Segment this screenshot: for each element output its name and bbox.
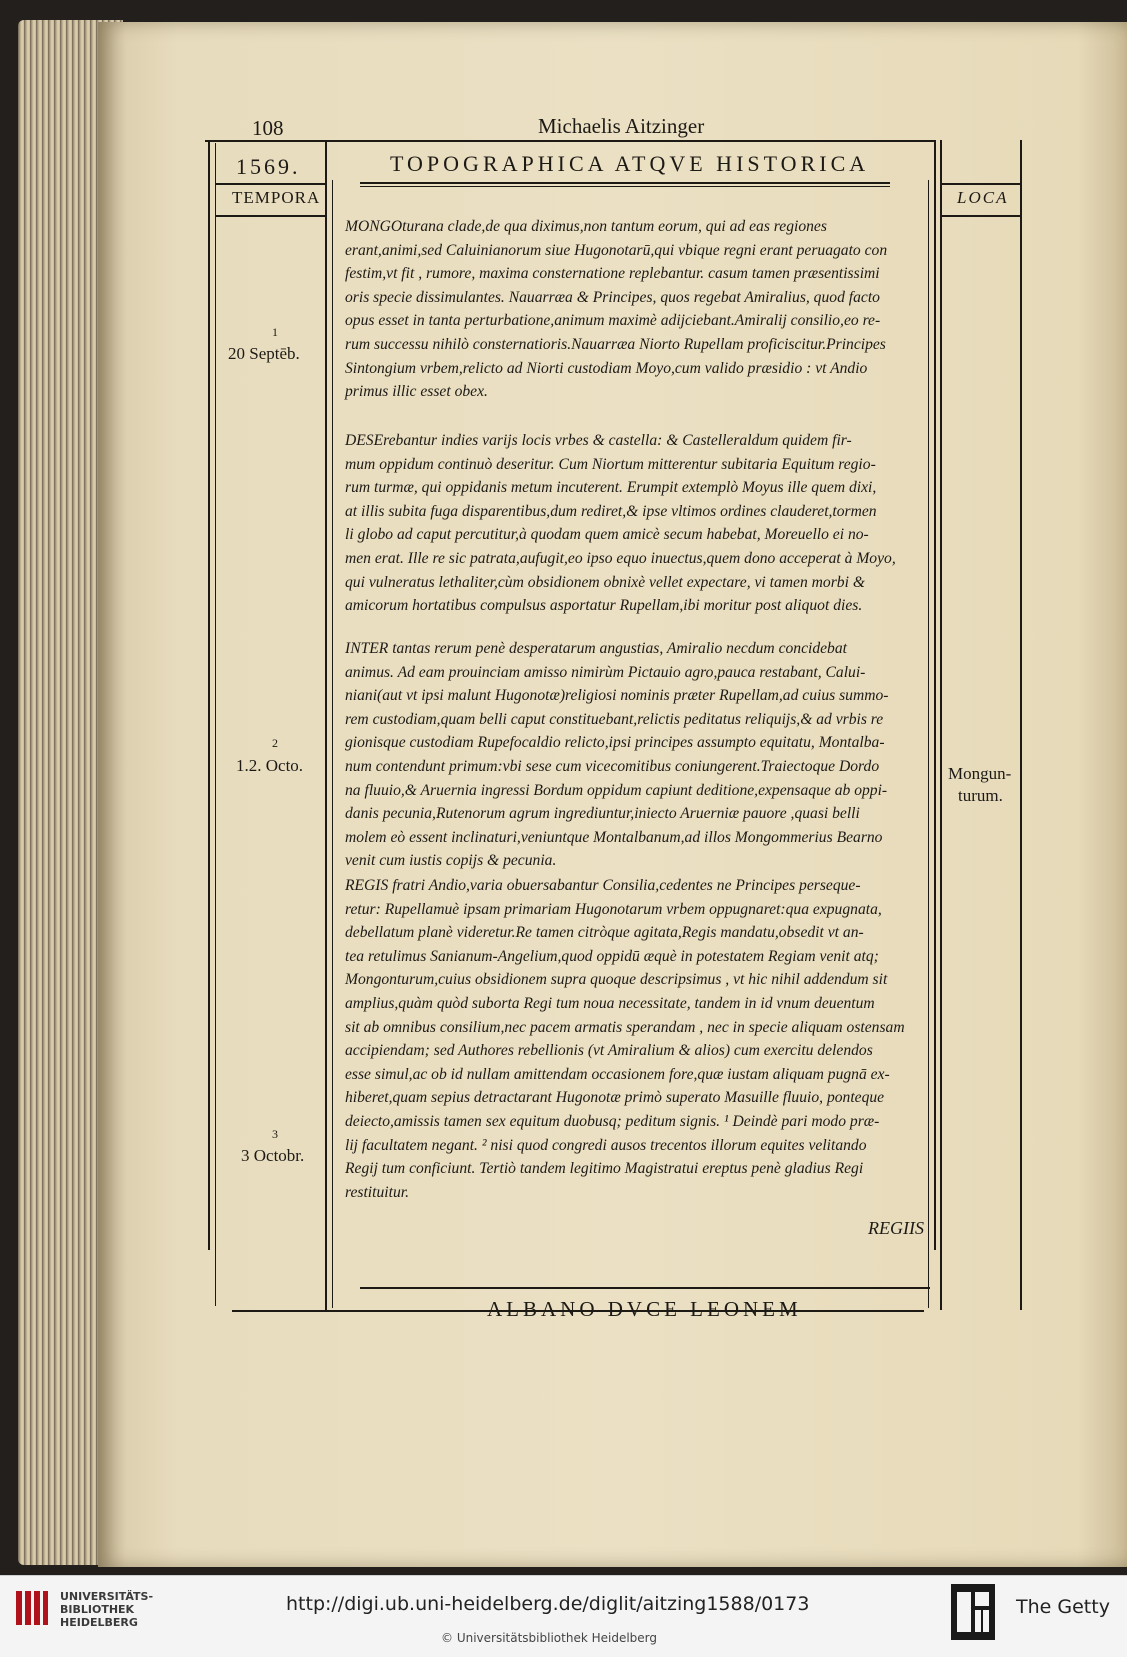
text-line: DESErebantur indies varijs locis vrbes & castella: & Castelleraldum quidem fir- (345, 432, 852, 449)
getty-logo-icon (951, 1584, 995, 1640)
footer-title: ALBANO DVCE LEONEM (487, 1297, 802, 1321)
text-line: sit ab omnibus consilium,nec pacem armatis sperandam , nec in specie aliquam ostensam (345, 1018, 905, 1036)
text-line: venit cum iustis copijs & pecunia. (345, 852, 557, 870)
text-line: Sintongium vrbem,relicto ad Niorti custodiam Moyo,cum valido præsidio : vt Andio (345, 359, 868, 377)
text-line: erant,animi,sed Caluinianorum siue Hugonotarū,qui vbique regni erant peruagato con (345, 241, 888, 259)
paragraph-1 (345, 215, 930, 404)
library-name: UNIVERSITÄTS- BIBLIOTHEK HEIDELBERG (60, 1590, 154, 1629)
getty-name: The Getty (1016, 1596, 1110, 1618)
header-rule (205, 140, 935, 142)
text-line: MONGOturana clade,de qua diximus,non tantum eorum, qui ad eas regiones (345, 218, 827, 235)
left-head-rule (215, 183, 327, 185)
year-label: 1569. (236, 154, 301, 179)
text-line: hiberet,quam sepius detractarant Hugonotæ primò superato Masuille fluuio, ponteque (345, 1089, 885, 1107)
text-line: restituitur. (345, 1183, 409, 1201)
text-line: qui vulneratus lethaliter,cùm obsidionem obnixè vellet expectare, vi tamen morbi & (345, 573, 865, 591)
text-line: num contendunt primum:vbi sese cum vicecomitibus coniungerent.Traiectoque Dordo (345, 757, 880, 775)
margin-date: 1.2. Octo. (236, 756, 304, 775)
margin-date: 3 Octobr. (241, 1146, 305, 1165)
tempora-heading: TEMPORA (232, 188, 321, 207)
paragraph-3 (345, 637, 930, 873)
margin-place: turum. (958, 786, 1003, 805)
frame-right-outer (934, 140, 936, 1250)
title-underline (360, 182, 890, 184)
page-number: 108 (252, 116, 284, 140)
text-line: retur: Rupellamuè ipsam primariam Hugonotarum vrbem oppugnaret:qua expugnata, (345, 900, 882, 918)
text-line: na fluuio,& Aruernia ingressi Bordum oppidum capiunt deditione,expensaque ab oppi- (345, 781, 888, 799)
left-head-rule-2 (215, 215, 327, 217)
margin-note-sup: 2 (272, 736, 278, 750)
frame-right-outermost (1020, 140, 1022, 1310)
running-head: Michaelis Aitzinger (538, 114, 705, 138)
text-line: gionisque custodiam Rupefocaldio relicto,ipsi principes assumpto equitatu, Montalba- (345, 734, 885, 752)
right-head-rule-2 (940, 215, 1022, 217)
frame-col-divider-left (325, 140, 327, 1310)
text-line: li globo ad caput percutitur,à quodam quem amicè secum habebat, Moreuello ei no- (345, 526, 869, 544)
university-library-logo-icon (14, 1587, 50, 1629)
title-underline-2 (360, 186, 890, 187)
text-line: rum successu nihilò consternatioris.Nauarræa Niorto Rupellam proficiscitur.Principes (345, 335, 886, 353)
text-line: danis pecunia,Rutenorum agrum ingrediuntur,iniecto Aruerniæ pauore ,quasi belli (345, 805, 860, 823)
margin-date: 20 Septēb. (228, 344, 300, 363)
text-line: molem eò essent inclinaturi,veniuntque Montalbanum,ad illos Mongommerius Bearno (345, 828, 883, 846)
text-line: Regij tum conficiunt. Tertiò tandem legitimo Magistratui ereptus penè gladius Regi (345, 1160, 864, 1178)
loca-heading: LOCA (957, 188, 1009, 207)
text-line: accipiendam; sed Authores rebellionis (vt Amiralium & alios) cum exercitu delendos (345, 1042, 873, 1060)
paragraph-2 (345, 429, 930, 618)
text-line: esse simul,ac ob id nullam amittendam occasionem fore,quæ iustam aliquam pugnā ex- (345, 1065, 890, 1083)
frame-left-outer (208, 140, 210, 1250)
text-line: tea retulimus Sanianum-Angelium,quod oppidū æquè in potestatem Regiam venit atq; (345, 947, 879, 965)
text-line: REGIS fratri Andio,varia obuersabantur Consilia,cedentes ne Principes perseque- (345, 877, 861, 894)
frame-left-inner (215, 143, 216, 1306)
text-line: animus. Ad eam prouinciam amisso nimirùm Pictauio agro,pauca restabant, Calui- (345, 663, 866, 681)
page-title: TOPOGRAPHICA ATQVE HISTORICA (390, 151, 870, 176)
text-line: lij facultatem negant. ² nisi quod congredi ausos trecentos illorum equites velitando (345, 1136, 867, 1154)
right-head-rule (940, 183, 1022, 185)
text-line: oris specie dissimulantes. Nauarræa & Principes, quos regebat Amiralius, quod facto (345, 288, 880, 306)
text-line: Mongonturum,cuius obsidionem supra quoque descripsimus , vt hic nihil addendum sit (345, 971, 888, 989)
margin-note-sup: 1 (272, 325, 278, 339)
text-line: mum oppidum continuò deseritur. Cum Niortum mitterentur subitaria Equitum regio- (345, 455, 876, 473)
frame-col-divider-left-b (332, 180, 333, 1308)
text-line: men erat. Ille re sic patrata,aufugit,eo ipso equo inuectus,quem dono acceperat à Moyo, (345, 549, 896, 567)
text-line: amplius,quàm quòd suborta Regi tum noua necessitate, tandem in id vnum deuentum (345, 994, 875, 1012)
text-line: debellatum planè videretur.Re tamen citròque agitata,Regis mandatu,obsedit vt an- (345, 924, 864, 942)
permalink-url[interactable]: http://digi.ub.uni-heidelberg.de/diglit/aitzing1588/0173 (286, 1593, 810, 1615)
text-line: niani(aut vt ipsi malunt Hugonotæ)religiosi nominis præter Rupellam,ad cuius summo- (345, 687, 889, 705)
text-line: deiecto,amissis tamen sex equitum duobusq; peditum signis. ¹ Deindè pari modo præ- (345, 1112, 880, 1130)
text-line: rum turmæ, qui oppidanis metum incuterent. Erumpit extemplò Moyus ille quem dixi, (345, 479, 877, 497)
text-line: rem custodiam,quam belli caput constituebant,relictis peditatus reliquijs,& ad vrbis re (345, 710, 884, 728)
text-line: amicorum hortatibus compulsus asportatur Rupellam,ibi moritur post aliquot dies. (345, 597, 863, 615)
copyright-notice: © Universitätsbibliothek Heidelberg (441, 1631, 658, 1645)
text-line: primus illic esset obex. (345, 383, 488, 401)
footer-rule-top (360, 1287, 930, 1289)
text-line: at illis subita fuga disparentibus,dum rediret,& ipse vltimos ordines clauderet,tormen (345, 502, 877, 520)
catchword: REGIIS (868, 1218, 924, 1238)
text-line: festim,vt fit , rumore, maxima consternatione replebantur. casum tamen præsentissimi (345, 265, 880, 283)
frame-col-divider-right (940, 140, 942, 1310)
paragraph-4 (345, 874, 930, 1204)
margin-place: Mongun- (948, 764, 1012, 783)
margin-note-sup: 3 (272, 1127, 278, 1141)
text-line: opus esset in tanta perturbatione,animum maximè adijciebant.Amiralij consilio,eo re- (345, 312, 881, 330)
text-line: INTER tantas rerum penè desperatarum angustias, Amiralio necdum concidebat (345, 640, 847, 657)
